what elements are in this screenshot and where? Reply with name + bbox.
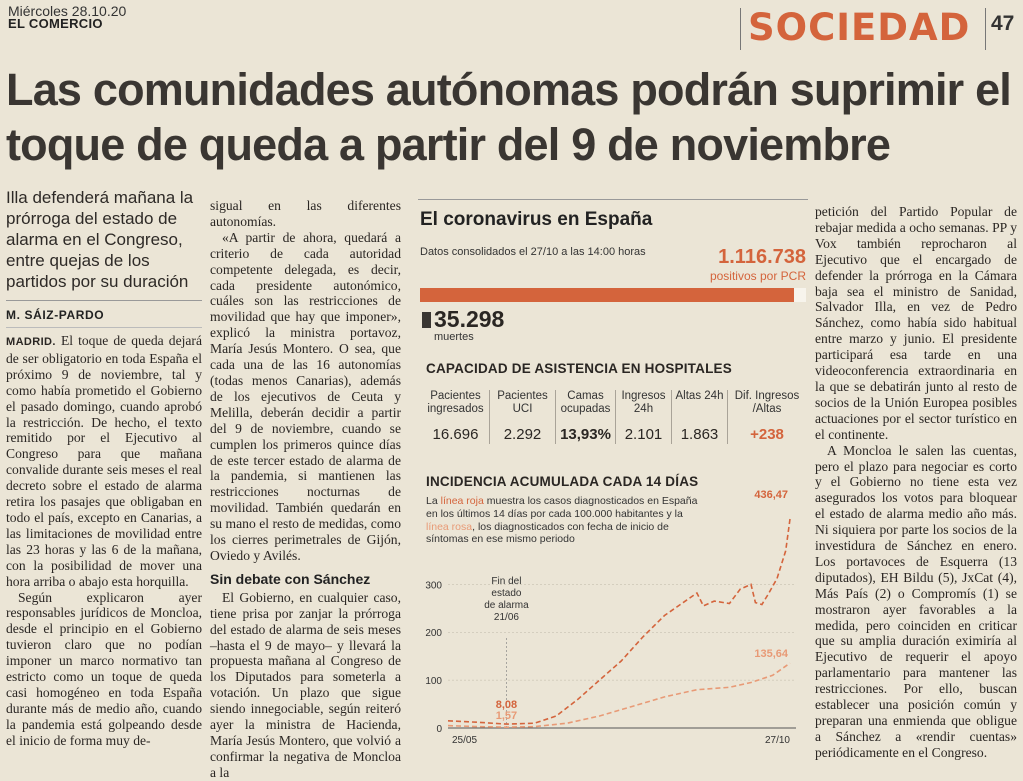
desc-pink-line: línea rosa (426, 520, 473, 533)
hospital-stat (728, 390, 806, 444)
article-paragraph: El Gobierno, en cualquier caso, tiene prisa por zanjar la prórroga del estado de alarma de seis meses –hasta el 9 de mayo– y llevará la propuesta mañana al Congreso de los Diputados para someterla a votación. Un plazo que sigue siendo innegociable, según reiteró ayer la ministra de Hacienda, María Jesús Montero, que volvió a confirmar la negativa de Moncloa a la (210, 589, 401, 780)
red-series-end-label: 436,47 (754, 489, 788, 501)
section-title: SOCIEDAD (748, 6, 971, 49)
hospital-stat-label: Camas ocupadas (560, 390, 611, 415)
article-column-1 (6, 333, 202, 749)
hospital-stat-value: 13,93% (560, 426, 611, 443)
coronavirus-infographic (418, 190, 808, 747)
paragraph-text: El toque de queda dejará de ser obligatorio en toda España el próximo 9 de noviembre, tal y como había prometido el Gobierno el pasado domingo, cuando aprobó la restricción. De hecho, el texto remitido por el Ejecutivo al Congreso para que mañana convalide durante seis meses el real decreto sobre el estado de alarma retira los pasajes que obligaban en todo el país, excepto en Canarias, a las limitaciones de movilidad entre las 23 horas y las 6 de la mañana, con la posibilidad de mover una hora arriba o abajo esta horquilla. (6, 333, 202, 589)
x-tick-label: 27/10 (764, 735, 790, 746)
infographic-top-rule (418, 199, 808, 200)
muertes-value: 35.298 (434, 306, 505, 332)
hospital-stat (556, 390, 616, 444)
y-tick-label: 0 (436, 724, 442, 735)
hospital-stat-value: 2.292 (503, 426, 542, 443)
hospital-stat-label: Dif. Ingresos /Altas (734, 390, 800, 415)
hospital-stat (672, 390, 728, 444)
y-tick-label: 100 (425, 676, 442, 688)
page-number: 47 (991, 12, 1015, 35)
hospital-capacity-title: CAPACIDAD DE ASISTENCIA EN HOSPITALES (426, 361, 732, 376)
article-paragraph: Según explicaron ayer responsables jurídicos de Moncloa, desde el principio en el Gobierno tuvieron claro que no podían imponer un marco normativo tan estricto como un toque de queda casi homogéneo en toda España durante más de medio año, cuando la pandemia está golpeando desde el inicio de forma muy de- (6, 589, 202, 748)
article-paragraph: A Moncloa le salen las cuentas, pero el plazo para negociar es corto y el Gobierno no tiene esta vez asegurados los votos para bloquear el estado de alarma medio año más. Ni siquiera por parte los socios de la investidura de Sánchez en enero. Los portavoces de Esquerra (13 diputados), EH Bildu (5), JxCat (4), Más País (2) o Compromís (1) se mostraron ayer favorables a la medida, pero coinciden en criticar que su amplia duración eximiría al Ejecutivo de requerir el apoyo parlamentario para mantener las restricciones. Por ello, buscan establecer una posición común y preparan una enmienda que obligue a Sánchez a «rendir cuentas» periódicamente en el Congreso. (815, 442, 1017, 760)
hospital-stat-label: Pacientes ingresados (427, 390, 484, 415)
y-tick-label: 200 (425, 628, 442, 640)
article-paragraph: «A partir de ahora, quedará a criterio de cada autoridad competente delegada, es decir, cada presidente autonómico, cuáles son las restricciones de movilidad que hay que imponer», explicó la ministra portavoz, María Jesús Montero. O sea, que cada una de las 16 autonomías (todas menos Canarias), además de los ejecutivos de Ceuta y Melilla, deberán decidir a partir del 9 de noviembre, cuando se cumplen los primeros quince días de este tercer estado de alarma de la pandemia, si mantienen las restricciones nocturnas de movilidad. También quedarán en su mano el resto de medidas, como los cierres perimetrales de Gijón, Oviedo y Avilés. (210, 229, 401, 563)
positivos-bar-fill (420, 288, 794, 302)
muertes-marker (422, 312, 431, 328)
article-subhead: Sin debate con Sánchez (210, 570, 371, 587)
article-standfirst: Illa defenderá mañana la prórroga del estado de alarma en el Congreso, entre quejas de los partidos por su duración (6, 188, 194, 291)
hospital-stat (490, 390, 556, 444)
infographic-title: El coronavirus en España (420, 209, 653, 230)
hospital-stat (422, 390, 490, 444)
issue-date: Miércoles 28.10.20 (8, 3, 127, 19)
incidence-description (426, 495, 706, 546)
article-headline: Las comunidades autónomas podrán suprimir el toque de queda a partir del 9 de noviembre (6, 64, 1012, 170)
desc-text: muestra los casos diagnosticados en España en los últimos 14 días por cada 100.000 habitantes y la (426, 495, 698, 520)
hospital-capacity-table (422, 390, 806, 444)
hospital-stat-value: +238 (750, 426, 784, 443)
article-paragraph: sigual en las diferentes autonomías. (210, 198, 401, 229)
positivos-value: 1.116.738 (718, 246, 806, 268)
red-series-start-label: 8,08 (495, 699, 518, 712)
dateline: MADRID. (6, 336, 56, 348)
annotation-label: de alarma (484, 600, 529, 611)
annotation-label: 21/06 (493, 612, 519, 623)
hospital-stat-label: Pacientes UCI (497, 390, 548, 415)
x-tick-label: 25/05 (452, 735, 478, 746)
annotation-label: estado (491, 588, 522, 599)
page-divider (985, 8, 986, 50)
newspaper-name: EL COMERCIO (8, 16, 103, 31)
byline-rule-top (6, 300, 202, 301)
y-tick-label: 300 (425, 580, 442, 592)
incidence-title: INCIDENCIA ACUMULADA CADA 14 DÍAS (426, 474, 699, 489)
hospital-stat-label: Altas 24h (675, 390, 724, 402)
pink-series-start-label: 1,57 (495, 710, 518, 723)
byline-rule-bottom (6, 327, 202, 328)
hospital-stat-value: 1.863 (680, 426, 719, 443)
desc-text: La (426, 495, 441, 507)
article-column-3 (815, 204, 1017, 761)
hospital-stat (616, 390, 672, 444)
article-column-2 (210, 198, 401, 781)
desc-red-line: línea roja (440, 495, 484, 507)
article-paragraph: petición del Partido Popular de rebajar medida a ocho semanas. PP y Vox también reprocharon al Ejecutivo que el encargado de defender la prórroga en la Cámara baja sea el ministro de Sanidad, Salvador Illa, en vez de Pedro Sánchez, como había sido habitual entre marzo y junio. El presidente participará esa tarde en una videoconferencia extraordinaria en la que se debatirán junto al resto de socios de la Unión Europea posibles actuaciones por el sector turístico en el continente. (815, 204, 1017, 442)
pink-series-end-label: 135,64 (754, 648, 788, 661)
positivos-label: positivos por PCR (709, 269, 806, 283)
hospital-stat-label: Ingresos 24h (621, 390, 666, 415)
desc-text: , los diagnosticados con fecha de inicio de síntomas en ese mismo periodo (426, 520, 669, 546)
muertes-label: muertes (434, 331, 474, 343)
annotation-label: Fin del (491, 576, 522, 587)
section-divider (740, 8, 741, 50)
article-byline: M. SÁIZ-PARDO (6, 308, 105, 322)
data-date-note: Datos consolidados el 27/10 a las 14:00 horas (420, 246, 646, 258)
hospital-stat-value: 2.101 (624, 426, 663, 443)
article-paragraph (6, 333, 202, 590)
hospital-stat-value: 16.696 (432, 426, 479, 443)
